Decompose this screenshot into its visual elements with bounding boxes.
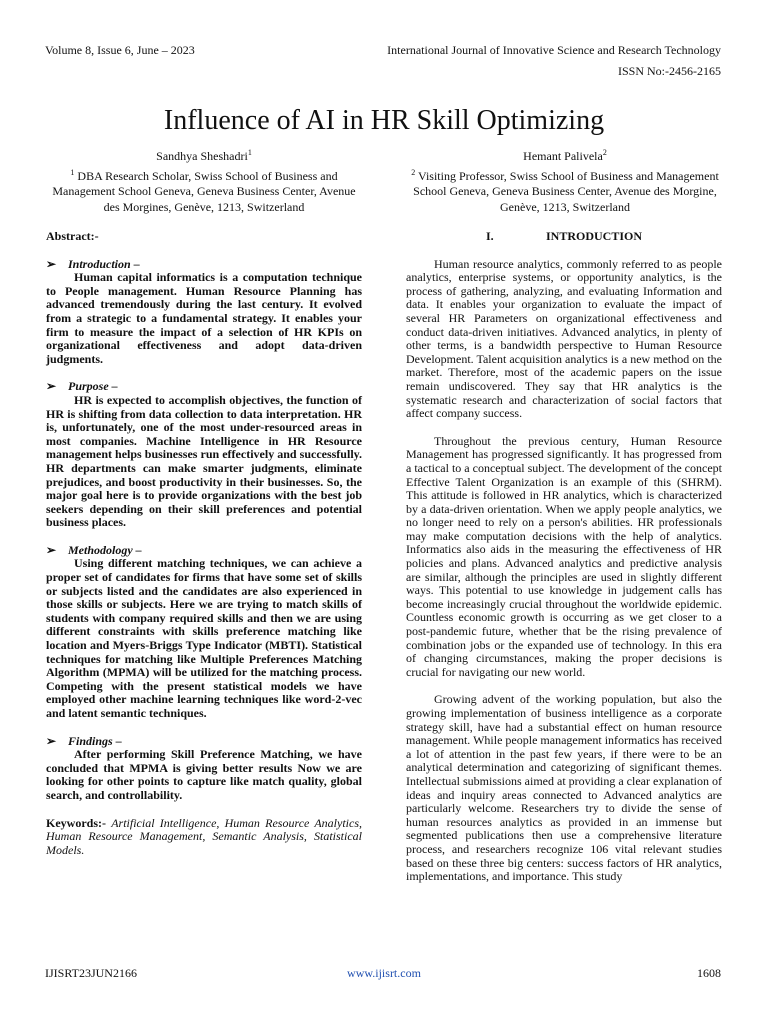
abstract-section-heading: ➢ Purpose –	[46, 379, 118, 394]
arrow-bullet-icon: ➢	[46, 542, 57, 557]
abstract-section-heading: ➢ Findings –	[46, 733, 122, 748]
section-heading	[406, 230, 722, 244]
website-link[interactable]: www.ijisrt.com	[347, 966, 421, 980]
author-affiliation: Visiting Professor, Swiss School of Business and Management School Geneva, Geneva Business Center, Avenue des Morgine, Genève, 1213, Switzerland	[413, 168, 719, 214]
paper-title: Influence of AI in HR Skill Optimizing	[163, 104, 605, 136]
author-name: Sandhya Sheshadri	[156, 149, 248, 163]
abstract-section-body: Human capital informatics is a computation technique to People management. Human Resource Planning has advanced tremendously during the last century. It evolved from a strategic to a fundamental strategy. It enables your firm to measure the impact of a selection of HR KPIs on organizational effectiveness and adopt data-driven judgments.	[46, 270, 362, 366]
abstract-column	[46, 230, 362, 857]
abstract-section-body: HR is expected to accomplish objectives, the function of HR is shifting from data collection to data interpretation. HR is, unfortunately, one of the most under-resourced areas in most companies. Machine Intelligence in HR Resource management helps businesses run effectively and successfully. HR departments can make smarter judgments, eliminate prejudices, and boost productivity in their businesses. So, the major goal here is to provide organizations with the best job seekers depending on their skill preferences and potential business places.	[46, 392, 362, 530]
intro-paragraph: Throughout the previous century, Human Resource Management has progressed significantly. It has progressed from a tactical to a conceptual subject. The development of the concept Effective Talent Organization is an example of this (SHRM). This attitude is followed in HR analytics, which is characterized by a data-driven orientation. When we apply people analytics, we no longer need to rely on a person's abilities. HR professionals may make computation decisions with the help of analytics. Informatics also aids in the measuring the effectiveness of HR policies and plans. Advanced analytics and predictive analysis are similar, although the principles are used in slightly different ways. This potential to use knowledge in judgement calls has become increasingly crucial throughout the worldwide epidemic. Countless economic growth is occurring as we get closer to a post-pandemic future, whether that be the rising prevalence of combination jobs or the expanded use of technology. In this era of changing circumstances, making the proper decisions is crucial for navigating our new world.	[406, 433, 722, 679]
author-block-2: Hemant Palivela$^2$ $^2$ Visiting Professor, Swiss School of Business and Management School Geneva, Geneva Business Center, Avenue des Morgine, Genève, 1213, Switzerland	[411, 148, 719, 214]
section-number: I.	[485, 229, 494, 243]
arrow-bullet-icon: ➢	[46, 379, 57, 394]
volume-info: Volume 8, Issue 6, June – 2023	[45, 43, 195, 57]
keywords-label: Keywords:-	[46, 815, 106, 830]
abstract-section-body: After performing Skill Preference Matching, we have concluded that MPMA is giving better results Now we are looking for other points to capture like match quality, global search, and controllability.	[46, 747, 362, 802]
abstract-section-body: Using different matching techniques, we can achieve a proper set of candidates for firms that have some set of skills or subjects listed and the candidates are also experienced in those skills or subjects. Here we are trying to match skills of students with company required skills and then we are using different constraints with skills preference matching like location and Myers-Briggs Type Indicator (MBTI). Statistical techniques for matching like Multiple Preferences Matching Algorithm (MPMA) will be utilized for the matching process. Competing with the present statistical models we have employed other machine learning techniques like word-2-vec and latent semantic techniques.	[46, 556, 362, 720]
keywords	[46, 817, 362, 858]
intro-paragraph: Human resource analytics, commonly referred to as people analytics, enterprise systems, or opportunity analytics, is the process of gathering, analyzing, and evaluating Information and data. It enables your organization to evaluate the impact of several HR Parameters on organizational effectiveness and conduct data-driven initiatives. Advanced analytics, in plenty of other terms, is a bandwidth perspective to Human Resource Development. Talent acquisition analytics is a new method on the market. Therefore, most of the academic papers on the issue remain undiscovered. They say that HR analytics is the systematic research and characterization of social factors that affect company success.	[406, 256, 722, 421]
author-affiliation: DBA Research Scholar, Swiss School of Business and Management School Geneva, Geneva Business Center, Avenue des Morgines, Genève, 1213, Switzerland	[52, 168, 356, 214]
abstract-section-heading: ➢ Methodology –	[46, 542, 142, 557]
intro-paragraph: Growing advent of the working population, but also the growing implementation of business intelligence as a corporate strategy skill, have had a substantial effect on human resource management. While people management informatics has received a lot of attention in the past few years, if there were to be an analytical determination and categorizing of significant themes. Intellectual submissions aimed at providing a clear explanation of ideas and inquiry areas connected to Advanced analytics are particularly welcome. Researchers try to divide the sense of human resources analytics as provided in an immense but segmented publications then use a comprehensive literature process, and researchers recognize 106 vital relevant studies based on these three big centers: success factors of HR analytics, implementations, and importance. This study	[406, 692, 722, 884]
arrow-bullet-icon: ➢	[46, 733, 57, 748]
journal-name: International Journal of Innovative Science and Research Technology	[387, 43, 721, 57]
keywords-list: Artificial Intelligence, Human Resource Analytics, Human Resource Management, Semantic Analysis, Statistical Models.	[46, 815, 362, 857]
page-number: 1608	[697, 966, 721, 980]
article-code: IJISRT23JUN2166	[45, 966, 137, 980]
arrow-bullet-icon: ➢	[46, 256, 57, 271]
author-block-1: Sandhya Sheshadri$^1$ $^1$ DBA Research Scholar, Swiss School of Business and Management School Geneva, Geneva Business Center, Avenue des Morgines, Genève, 1213, Switzerland	[52, 148, 356, 214]
abstract-label: Abstract:-	[46, 229, 99, 243]
section-title: INTRODUCTION	[545, 229, 642, 243]
author-name: Hemant Palivela	[523, 149, 603, 163]
abstract-section-heading: ➢ Introduction –	[46, 256, 140, 271]
introduction-column	[406, 230, 722, 898]
issn: ISSN No:-2456-2165	[617, 64, 721, 78]
